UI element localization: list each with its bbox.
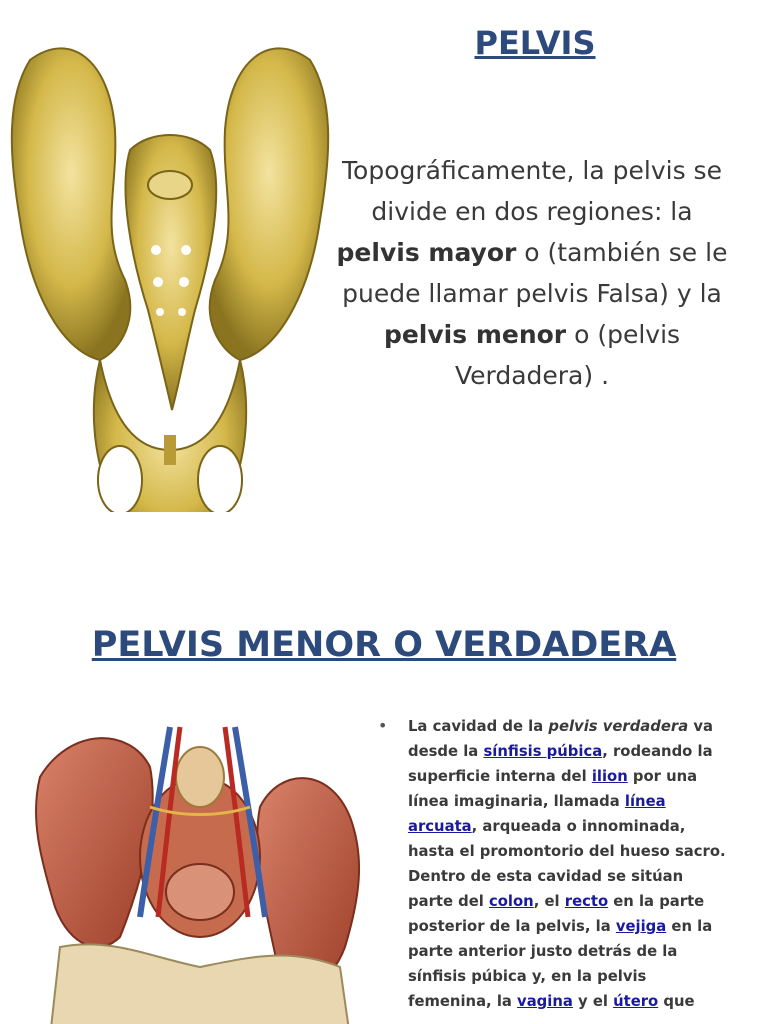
link-ilion[interactable]: ilion [591, 768, 628, 785]
link-utero[interactable]: útero [613, 993, 659, 1010]
text-segment: en la parte posterior de la pelvis, la [408, 893, 705, 935]
bullet-icon: • [378, 716, 388, 735]
text-segment: va desde la [408, 718, 713, 760]
term-pelvis-menor: pelvis menor [383, 320, 567, 349]
link-linea-arcuata[interactable]: línea arcuata [408, 793, 666, 835]
text-segment: La cavidad de la [408, 718, 549, 735]
pelvis-bone-illustration [0, 20, 350, 512]
link-sinfisis-pubica[interactable]: sínfisis púbica [483, 743, 603, 760]
pelvic-anatomy-illustration [30, 707, 370, 1024]
intro-paragraph [332, 150, 732, 396]
text-segment: , el [533, 893, 565, 910]
text-segment: por una línea imaginaria, llamada [408, 768, 698, 810]
link-vagina[interactable]: vagina [517, 993, 573, 1010]
italic-term-pelvis-verdadera: pelvis verdadera [548, 718, 689, 735]
section-title: PELVIS MENOR O VERDADERA [91, 625, 677, 665]
text-segment: en la parte anterior justo detrás de la sínfisis púbica y, en la pelvis femenina, la [408, 918, 713, 1010]
term-pelvis-mayor: pelvis mayor [336, 238, 517, 267]
intro-text-1: Topográficamente, la pelvis se divide en dos regiones: la [342, 156, 722, 226]
intro-text-3: o (pelvis Verdadera) . [454, 320, 681, 390]
text-segment: , arqueada o innominada, hasta el promontorio del hueso sacro. Dentro de esta cavidad se sitúan parte del [408, 818, 726, 910]
link-colon[interactable]: colon [489, 893, 534, 910]
intro-text-2: o (también se le puede llamar pelvis Falsa) y la [342, 238, 728, 308]
page-title: PELVIS [474, 24, 596, 62]
link-recto[interactable]: recto [564, 893, 609, 910]
slide-pelvis-menor [0, 512, 768, 1024]
link-vejiga[interactable]: vejiga [615, 918, 667, 935]
text-segment: que [658, 993, 695, 1010]
text-segment: , rodeando la superficie interna del [408, 743, 713, 785]
description-paragraph [408, 714, 730, 1014]
text-segment: y el [572, 993, 614, 1010]
